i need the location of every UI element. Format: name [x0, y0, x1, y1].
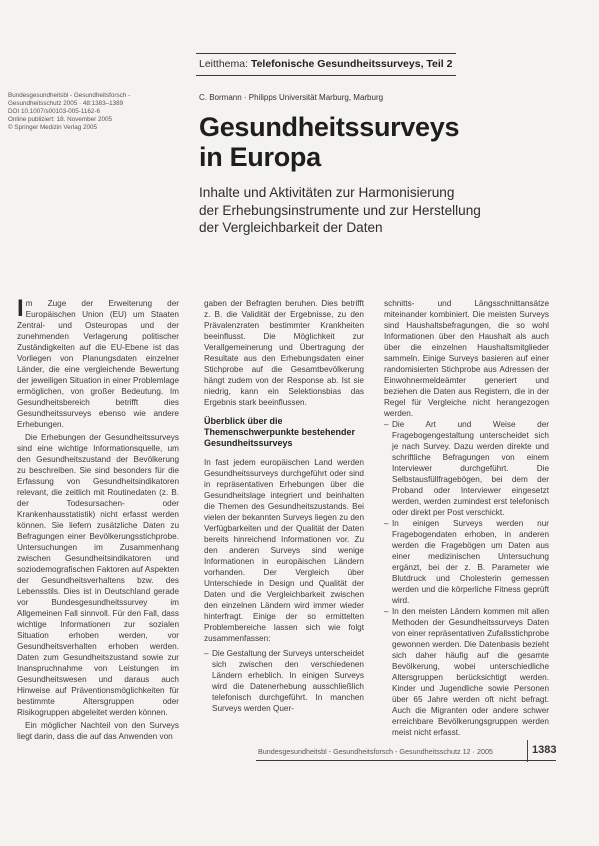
article-title: [199, 112, 459, 172]
section-heading: Überblick über die Themenschwerpunkte bestehender Gesundheitssurveys: [204, 416, 356, 448]
topic-title: Telefonische Gesundheitssurveys, Teil 2: [250, 58, 453, 70]
subtitle-line: der Erhebungsinstrumente und zur Herstellung: [199, 202, 481, 218]
paragraph: Ein möglicher Nachteil von den Surveys liegt darin, dass die auf das Anwenden von: [17, 721, 179, 741]
footer-rule: [256, 760, 556, 761]
paragraph: schnitts- und Längsschnittansätze miteinander kombiniert. Die meisten Surveys sind Haushaltsbefragungen, die so wohl Informationen über den Haushalt als auch über die einzelnen Haushaltsmitglieder sammeln. Einige Surveys basieren auf einer randomisierten Stichprobe aus Adressen der Einwohnermeldeämter generiert und beziehen die Daten aus Registern, die in der Regel für Vergleiche nicht herangezogen werden.: [384, 299, 549, 418]
body-column-3: [384, 298, 549, 738]
drop-cap: I: [17, 295, 24, 322]
page-number: 1383: [532, 744, 557, 756]
bullet-item: – Die Gestaltung der Surveys unterscheidet sich zwischen den verschiedenen Ländern erheblich. In einigen Surveys wird die Datenerhebung ausschließlich telefonisch durchgeführt. In manchen Surveys werden Quer-: [204, 648, 364, 714]
title-line: Gesundheitssurveys: [199, 112, 460, 142]
article-subtitle: [199, 184, 529, 237]
header-rule: [196, 53, 456, 54]
body-column-1: [17, 295, 179, 742]
paragraph: In fast jedem europäischen Land werden Gesundheitssurveys durchgeführt oder sind in repräsentativen Erhebungen über die Gesundheitslage integriert und beinhalten die Themen des Gesundheitszustands. Bei vielen der bekannten Surveys liegen zu den Verfügbarkeiten und der Qualität der Daten bereits hinreichend Informationen vor. Zu den anderen Surveys sind wenige Informationen in europäischen Ländern vorhanden. Der Vergleich über Unterschiede in Design und Qualität der Daten und die Vergleichbarkeit zwischen den einzelnen Ländern wird immer wieder hinterfragt. Einige der so ermittelten Problembereiche lassen sich wie folgt zusammenfassen:: [204, 458, 364, 643]
subtitle-line: der Vergleichbarkeit der Daten: [199, 220, 383, 235]
subtitle-line: Inhalte und Aktivitäten zur Harmonisierung: [199, 185, 455, 200]
meta-line: Bundesgesundheitsbl - Gesundheitsforsch -: [8, 92, 131, 99]
title-line: in Europa: [199, 142, 321, 172]
publication-meta: [8, 92, 168, 132]
bullet-item: – In einigen Surveys werden nur Fragebogendaten erhoben, in anderen werden die Fragebögen um Daten aus einer medizinischen Untersuchung ergänzt, bei der z. B. Parameter wie Blutdruck und Cholesterin gemessen werden und die körperliche Fitness geprüft wird.: [384, 518, 549, 606]
topic-lead: Leitthema:: [199, 58, 249, 70]
bullet-item: – In den meisten Ländern kommen mit allen Methoden der Gesundheitssurveys Daten von einer repräsentativen Zufallsstichprobe gewonnen werden. Die Datenbasis bezieht sich daher häufig auf die gesamte Bevölkerung, wobei unterschiedliche Altersgruppen berücksichtigt werden. Kinder und Jugendliche sowie Personen über 65 Jahre werden oft nicht befragt. Auch die Migranten oder andere schwer erreichbare Bevölkerungsgruppen werden meist nicht erfasst.: [384, 606, 549, 738]
footer-divider: [527, 740, 528, 762]
meta-line: DOI 10.1007/s00103-005-1162-6: [8, 107, 100, 115]
meta-line: Gesundheitsschutz 2005 · 48:1383–1389: [8, 99, 124, 107]
journal-footer: Bundesgesundheitsbl - Gesundheitsforsch - Gesundheitsschutz 12 · 2005: [258, 747, 493, 756]
paragraph: gaben der Befragten beruhen. Dies betrifft z. B. die Validität der Ergebnisse, zu den Prävalenzraten bestimmter Krankheiten beeinflusst. Die Möglichkeit zur Verallgemeinerung und Übertragung der Resultate aus den Erhebungsdaten einer Stichprobe auf die Gesamtbevölkerung hängt zudem von der Response ab. Ist sie niedrig, kann ein Selektionsbias das Ergebnis stark beeinflussen.: [204, 299, 364, 407]
topic-line: [199, 58, 452, 70]
paragraph: [17, 295, 179, 430]
paragraph-text: m Zuge der Erweiterung der Europäischen Union (EU) um Staaten Zentral- und Osteuropas und der zunehmenden Verlagerung politischer Zuständigkeiten auf die EU-Ebene ist das Vorliegen von Planungsdaten einzelner Länder, die eine vergleichende Bewertung der jeweiligen Situation in einer Problemlage ermöglichen, von großer Bedeutung. Im Gesundheitsbereich betrifft dies Gesundheitssurveys ebenso wie andere Erhebungen.: [17, 299, 179, 429]
body-column-2: [204, 298, 364, 714]
author-line: C. Bormann · Philipps Universität Marburg, Marburg: [199, 93, 384, 102]
bullet-item: – Die Art und Weise der Fragebogengestaltung unterscheidet sich je nach Survey. Dazu werden direkte und schriftliche Befragungen von einem Interviewer durchgeführt. Die Selbstausfüllfragebögen, bei dem der Proband oder Interviewer eingesetzt werden, werden zumindest erst telefonisch oder direkt per Post verschickt.: [384, 419, 549, 518]
meta-line: Online publiziert: 18. November 2005: [8, 115, 112, 123]
topic-rule: [196, 75, 456, 76]
paragraph: Die Erhebungen der Gesundheitssurveys sind eine wichtige Informationsquelle, um den Gesundheitszustand der Bevölkerung zu beschreiben. Sie sind besonders für die Erfassung von Gesundheitsindikatoren relevant, die zeitlich mit Routinedaten (z. B. der Todesursachen- oder Krankenhausstatistik) nicht erfasst werden können. Sie liefern zusätzliche Daten zu Befragungen einer Bevölkerungsstichprobe. Untersuchungen im Zusammenhang zwischen Gesundheitsindikatoren und soziodemografischen Faktoren auf Aspekten der Gesundheitsverhaltens bzw. des Lebensstils. Dies ist in Deutschland gerade vor Bundesgesundheitssurvey im Allgemeinen Fall sinnvoll. Für den Fall, dass wichtige Informationen zur sozialen Situation erhoben werden, vor Gesundheitsverhalten erhoben werden. Daten zum Gesundheitszustand sowie zur Inanspruchnahme von Leistungen im Gesundheitswesen und daraus auch Hinweise auf Präventionsmöglichkeiten für bestimmte Altersgruppen oder Risikogruppen abgeleitet werden können.: [17, 433, 179, 717]
meta-line: © Springer Medizin Verlag 2005: [8, 123, 97, 131]
